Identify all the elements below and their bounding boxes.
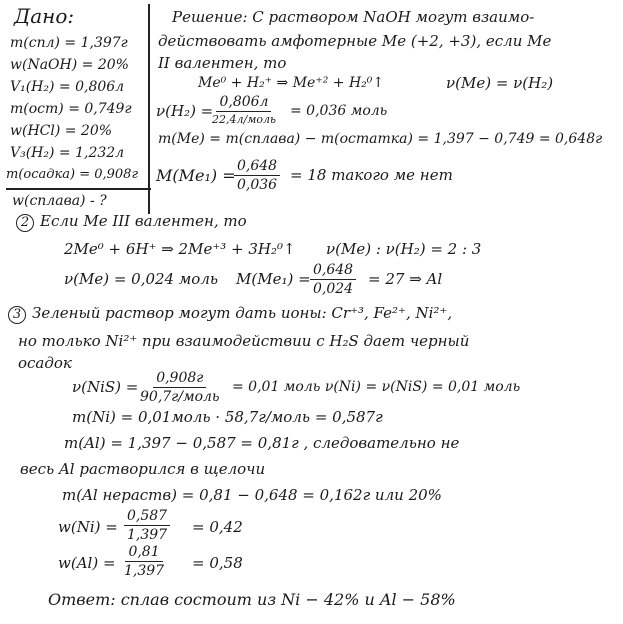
M-me-fraction xyxy=(234,158,280,193)
M-me-label: M(Me₁) = xyxy=(156,166,236,185)
m-al-line: m(Al) = 1,397 − 0,587 = 0,81г , следовательно не xyxy=(64,434,460,452)
part3-line1 xyxy=(8,306,452,324)
part3-line2: но только Ni²⁺ при взаимодействии с H₂S дает черный xyxy=(18,332,470,350)
part-number-badge: 2 xyxy=(16,214,34,232)
v-h2-numerator: 0,806л xyxy=(216,94,271,112)
given-item: V₃(H₂) = 1,232л xyxy=(10,145,125,161)
v-nis-result: = 0,01 моль ν(Ni) = ν(NiS) = 0,01 моль xyxy=(232,379,521,395)
given-item: m(ост) = 0,749г xyxy=(10,101,132,117)
v-nis-denominator: 90,7г/моль xyxy=(140,389,220,405)
m-me-line: m(Me) = m(сплава) − m(остатка) = 1,397 − 0,749 = 0,648г xyxy=(158,131,603,147)
part2-ratio: ν(Me) : ν(H₂) = 2 : 3 xyxy=(326,240,482,258)
part3-line3: осадок xyxy=(18,354,72,372)
w-al-label: w(Al) = xyxy=(58,554,116,572)
part2-M-result: = 27 ⇒ Al xyxy=(368,270,443,288)
solution-line: II валентен, то xyxy=(158,54,287,72)
given-vertical-rule xyxy=(148,4,150,214)
part2-M-numerator: 0,648 xyxy=(310,262,356,280)
solution-heading: Решение: С раствором NaOH могут взаимо- xyxy=(172,8,535,26)
solution-line: действовать амфотерные Ме (+2, +3), если Ме xyxy=(158,32,552,50)
M-me-result: = 18 такого ме нет xyxy=(290,166,453,184)
w-ni-numerator: 0,587 xyxy=(124,508,170,526)
part2-M-denominator: 0,024 xyxy=(313,281,354,297)
M-me-numerator: 0,648 xyxy=(234,158,280,176)
w-al-result: = 0,58 xyxy=(192,554,243,572)
given-item: w(NaOH) = 20% xyxy=(10,57,129,73)
part2-heading xyxy=(16,214,247,232)
given-item: w(HCl) = 20% xyxy=(10,123,113,139)
v-h2-fraction xyxy=(212,94,276,126)
answer-line: Ответ: сплав состоит из Ni − 42% и Al − 58% xyxy=(48,590,456,609)
equation-1: Me⁰ + H₂⁺ ⇒ Me⁺² + H₂⁰↑ xyxy=(198,75,385,91)
m-al-line2: весь Al растворился в щелочи xyxy=(20,460,266,478)
part2-M-label: M(Me₁) = xyxy=(236,270,311,288)
w-ni-denominator: 1,397 xyxy=(127,527,168,543)
given-item: m(осадка) = 0,908г xyxy=(6,167,139,182)
part3-text: Зеленый раствор могут дать ионы: Cr⁺³, Fe²⁺, Ni²⁺, xyxy=(32,304,453,322)
part2-M-fraction xyxy=(310,262,356,297)
m-ni-line: m(Ni) = 0,01моль · 58,7г/моль = 0,587г xyxy=(72,408,383,426)
v-h2-label: ν(H₂) = xyxy=(156,102,214,120)
v-nis-numerator: 0,908г xyxy=(153,370,206,388)
w-ni-label: w(Ni) = xyxy=(58,518,118,536)
v-h2-denominator: 22,4л/моль xyxy=(212,113,276,126)
w-al-numerator: 0,81 xyxy=(125,544,162,562)
part2-v-me: ν(Me) = 0,024 моль xyxy=(64,270,219,288)
m-al-undissolved: m(Al нераств) = 0,81 − 0,648 = 0,162г или 20% xyxy=(62,486,442,504)
part2-equation: 2Me⁰ + 6H⁺ ⇒ 2Me⁺³ + 3H₂⁰↑ xyxy=(64,240,296,258)
find-label: w(сплава) - ? xyxy=(12,193,107,209)
equation-1-relation: ν(Me) = ν(H₂) xyxy=(446,74,554,92)
w-ni-fraction xyxy=(124,508,170,543)
given-title: Дано: xyxy=(14,4,75,28)
w-al-denominator: 1,397 xyxy=(124,563,165,579)
part2-text: Если Ме III валентен, то xyxy=(40,212,247,230)
given-divider xyxy=(6,188,151,190)
v-nis-fraction xyxy=(140,370,220,405)
part-number-badge: 3 xyxy=(8,306,26,324)
v-h2-result: = 0,036 моль xyxy=(290,103,388,119)
v-nis-label: ν(NiS) = xyxy=(72,378,139,396)
given-item: V₁(H₂) = 0,806л xyxy=(10,79,125,95)
w-al-fraction xyxy=(124,544,164,579)
M-me-denominator: 0,036 xyxy=(237,177,278,193)
w-ni-result: = 0,42 xyxy=(192,518,243,536)
given-item: m(спл) = 1,397г xyxy=(10,35,128,51)
